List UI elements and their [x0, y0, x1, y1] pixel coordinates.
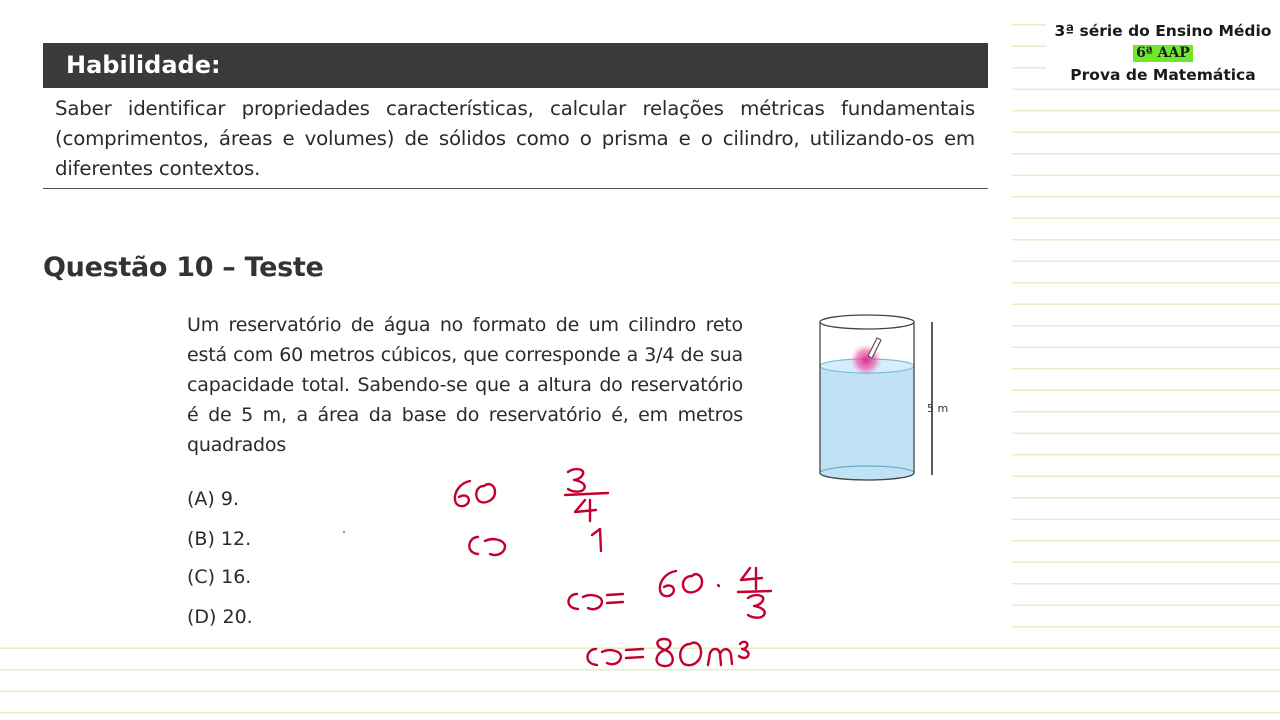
ink-x [469, 537, 505, 555]
ink-zero [680, 643, 701, 665]
ink-x2 [568, 594, 602, 609]
option-d[interactable]: (D) 20. [187, 606, 253, 628]
ink-60-zero-b [683, 574, 702, 592]
ink-eight [657, 639, 673, 666]
option-c[interactable]: (C) 16. [187, 566, 252, 588]
ink-three-b [748, 595, 765, 618]
ink-60-six [455, 481, 470, 506]
option-a[interactable]: (A) 9. [187, 488, 239, 510]
ink-four-b [741, 568, 762, 589]
height-label: 5 m [927, 402, 949, 415]
question-text: Um reservatório de água no formato de um cilindro reto está com 60 metros cúbicos, que corresponde a 3/4 de sua capacidade total. Sabendo-se que a altura do reservatório é de 5 m, a área da base do reservatório é, em metros quadrados [187, 314, 743, 456]
habilidade-header: Habilidade: [43, 43, 988, 88]
ink-one [592, 529, 601, 551]
grade-label: 3ª série do Ensino Médio [1054, 22, 1272, 40]
aap-badge: 6ª AAP [1133, 45, 1193, 62]
ink-60-six-b [660, 571, 676, 596]
ink-dot [718, 585, 719, 586]
question-title: Questão 10 – Teste [43, 252, 324, 283]
ink-cube [739, 642, 749, 658]
ink-fraction-bar [565, 493, 608, 495]
ink-m [708, 649, 732, 665]
ink-60-zero [476, 484, 495, 502]
habilidade-text: Saber identificar propriedades características, calcular relações métricas fundamentais (comprimentos, áreas e volumes) de sólidos como o prisma e o cilindro, utilizando-os em diferentes contextos. [55, 97, 975, 180]
ink-four [575, 500, 596, 521]
ink-x3 [587, 649, 621, 665]
exam-subject: Prova de Matemática [1070, 66, 1256, 84]
ink-three [568, 469, 585, 492]
option-b[interactable]: (B) 12. [187, 528, 252, 550]
